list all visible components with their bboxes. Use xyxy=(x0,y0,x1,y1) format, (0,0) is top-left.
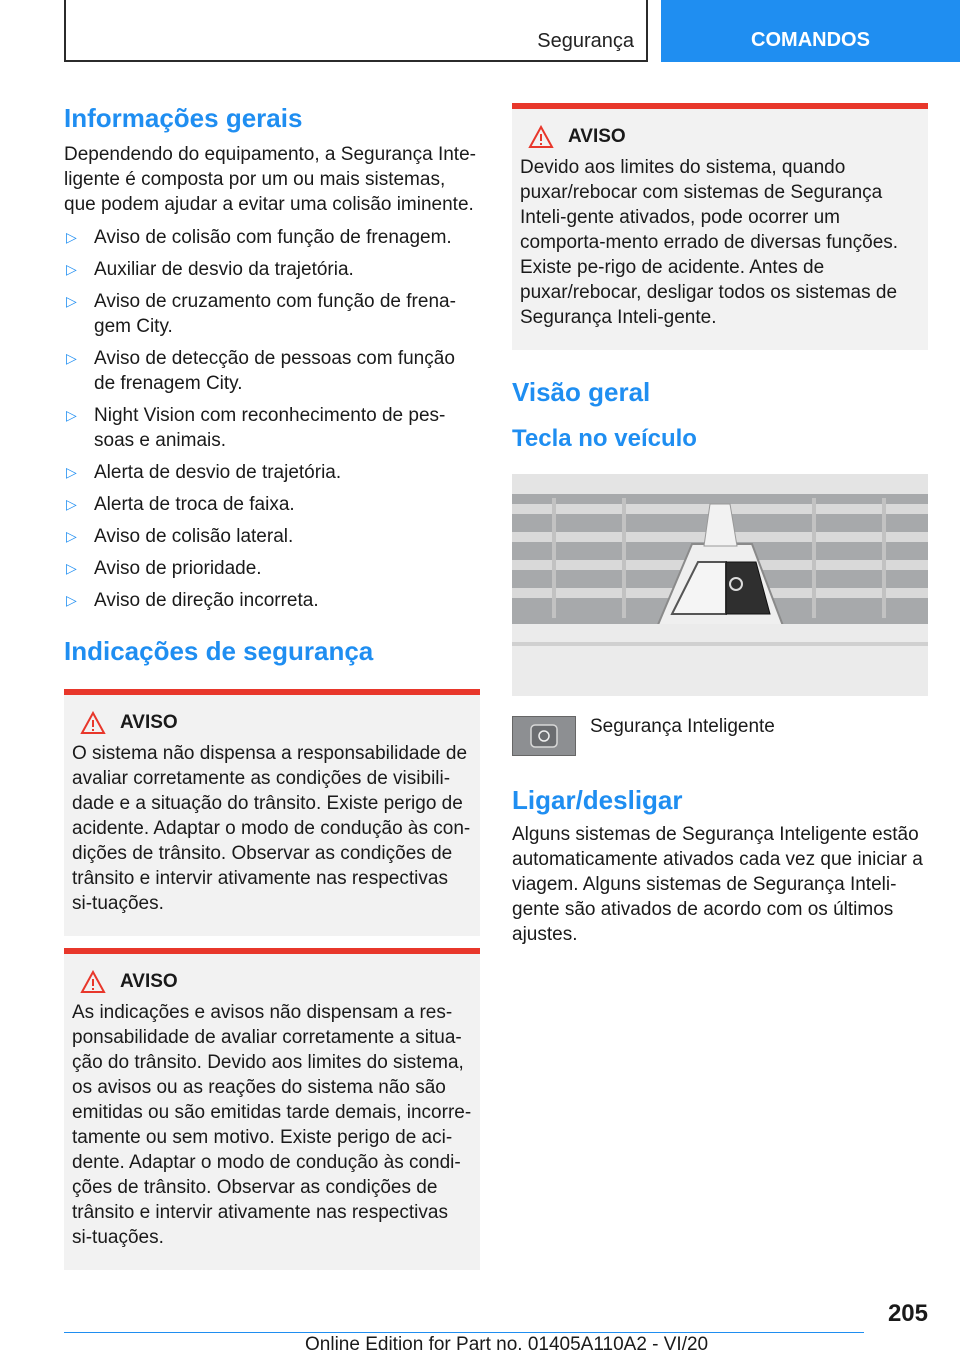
warning-box xyxy=(64,948,480,1270)
right-column xyxy=(512,103,928,947)
heading-safety-notes: Indicações de segurança xyxy=(64,636,374,666)
heading-on-off: Ligar/desligar xyxy=(512,785,683,815)
paragraph-general-info: Dependendo do equipamento, a Segurança Inte‐ligente é composta por um ou mais sistemas, que podem ajudar a evitar uma colisão iminente. xyxy=(64,144,476,215)
list-item: ▷ Night Vision com reconhecimento de pes‐soas e animais. xyxy=(66,405,446,451)
triangle-bullet-icon: ▷ xyxy=(66,293,77,309)
triangle-bullet-icon: ▷ xyxy=(66,464,77,480)
triangle-bullet-icon: ▷ xyxy=(66,229,77,245)
safety-button-icon xyxy=(512,716,576,756)
triangle-bullet-icon: ▷ xyxy=(66,560,77,576)
warning-text: O sistema não dispensa a responsabilidade de avaliar corretamente as condições de visibili‐dade e a situação do trânsito. Existe perigo de acidente. Adaptar o modo de condução às con‐dições de trânsito. Observar as condições de trânsito e intervir ativamente nas respectivas si‐tuações. xyxy=(72,743,471,914)
warning-text: Devido aos limites do sistema, quando puxar/rebocar com sistemas de Segurança Inteli‐gente ativados, pode ocorrer um comporta‐mento errado de diversas funções. Existe pe‐rigo de acidente. Antes de puxar/rebocar, desligar todos os sistemas de Segurança Inteli‐gente. xyxy=(520,157,899,328)
paragraph-on-off: Alguns sistemas de Segurança Inteligente estão automaticamente ativados cada vez que iniciar a viagem. Alguns sistemas de Segurança Inteli‐gente são ativados de acordo com os últimos ajustes. xyxy=(512,824,923,945)
list-item: ▷ Aviso de colisão lateral. xyxy=(66,526,294,547)
warning-title: AVISO xyxy=(568,126,626,147)
triangle-bullet-icon: ▷ xyxy=(66,592,77,608)
warning-triangle-icon xyxy=(80,711,106,735)
list-item: ▷ Aviso de colisão com função de frenagem. xyxy=(66,227,452,248)
list-item: ▷ Aviso de prioridade. xyxy=(66,558,262,579)
warning-triangle-icon xyxy=(80,970,106,994)
triangle-bullet-icon: ▷ xyxy=(66,407,77,423)
warning-box xyxy=(512,103,928,350)
list-item: ▷ Aviso de cruzamento com função de frena‐gem City. xyxy=(66,291,456,337)
warning-title: AVISO xyxy=(120,712,178,733)
heading-overview: Visão geral xyxy=(512,377,651,407)
triangle-bullet-icon: ▷ xyxy=(66,261,77,277)
heading-general-info: Informações gerais xyxy=(64,103,303,133)
warning-title: AVISO xyxy=(120,971,178,992)
header-frame xyxy=(64,0,648,62)
warning-text: As indicações e avisos não dispensam a res‐ponsabilidade de avaliar corretamente a situa‐ção do trânsito. Devido aos limites do sistema, os avisos ou as reações do sistema não são emitidas ou são emitidas tarde demais, incorre‐tamente ou sem motivo. Existe perigo de aci‐dente. Adaptar o modo de condução às condi‐ções de trânsito. Observar as condições de trânsito e intervir ativamente nas respectivas si‐tuações. xyxy=(72,1002,472,1248)
warning-box xyxy=(64,689,480,936)
list-item: ▷ Alerta de desvio de trajetória. xyxy=(66,462,342,483)
list-item: ▷ Auxiliar de desvio da trajetória. xyxy=(66,259,354,280)
triangle-bullet-icon: ▷ xyxy=(66,496,77,512)
list-item: ▷ Aviso de direção incorreta. xyxy=(66,590,319,611)
list-item: ▷ Aviso de detecção de pessoas com função de frenagem City. xyxy=(66,348,455,394)
list-item: ▷ Alerta de troca de faixa. xyxy=(66,494,295,515)
systems-list xyxy=(64,225,480,613)
legend-row xyxy=(512,716,928,756)
footer-divider xyxy=(64,1332,864,1333)
footer-edition: Online Edition for Part no. 01405A110A2 - VI/20 xyxy=(305,1334,709,1355)
warning-triangle-icon xyxy=(528,125,554,149)
triangle-bullet-icon: ▷ xyxy=(66,350,77,366)
header-chapter-tab[interactable]: COMANDOS xyxy=(661,0,960,62)
left-column xyxy=(64,100,480,1270)
header-section-title: Segurança xyxy=(537,30,634,52)
triangle-bullet-icon: ▷ xyxy=(66,528,77,544)
vehicle-button-photo xyxy=(512,474,928,696)
dashboard-vents-illustration xyxy=(512,474,928,696)
page-number: 205 xyxy=(887,1300,928,1327)
legend-label: Segurança Inteligente xyxy=(590,716,775,737)
heading-vehicle-button: Tecla no veículo xyxy=(512,425,697,452)
